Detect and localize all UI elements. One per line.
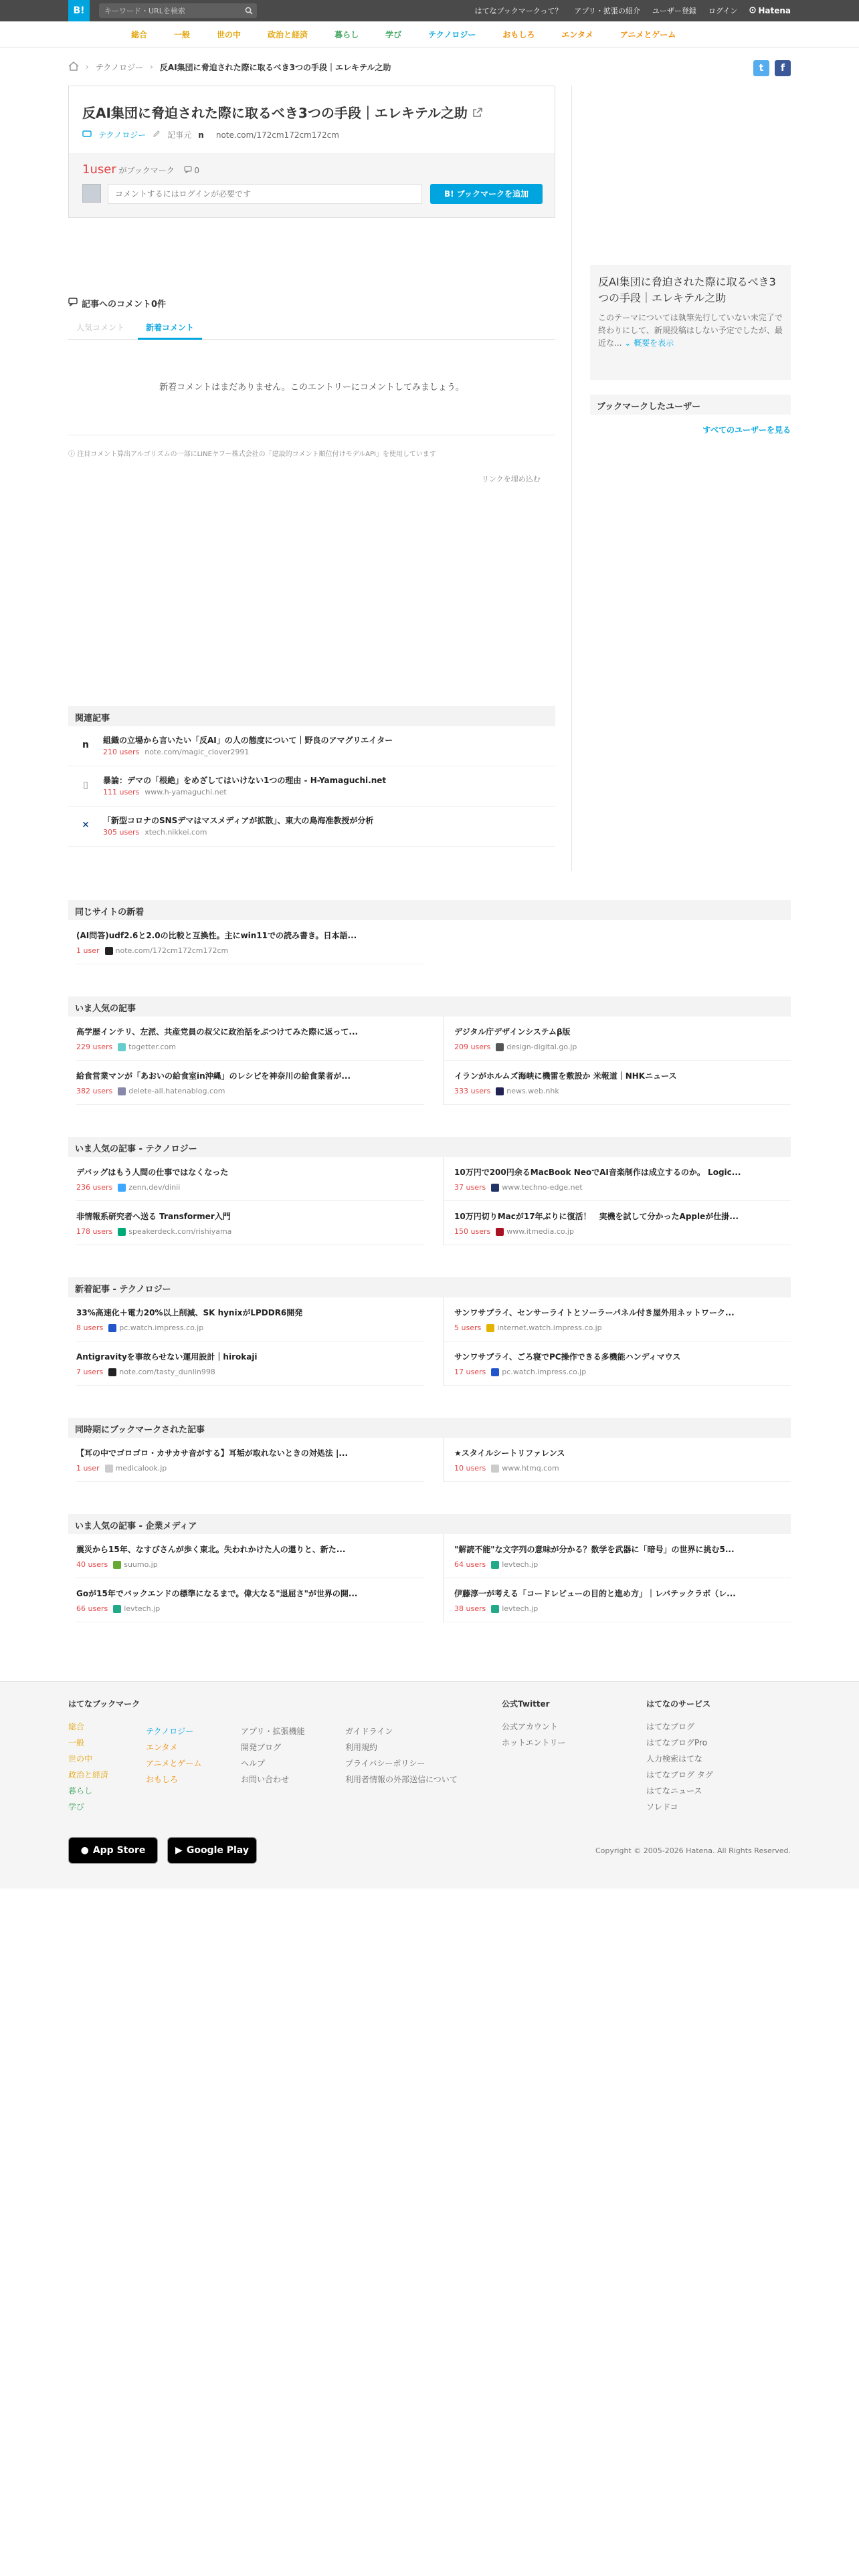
article-title[interactable]: 10万円切りMacが17年ぶりに復活！ 実機を試して分かったAppleが仕掛... <box>454 1212 739 1221</box>
footer-link[interactable]: おもしろ <box>146 1775 179 1784</box>
article-meta <box>76 1464 424 1473</box>
footer-link[interactable]: はてなブログ <box>646 1722 695 1731</box>
footer-twitter-column <box>502 1698 566 1751</box>
site-favicon-icon <box>486 1324 494 1332</box>
site-favicon-icon <box>118 1087 126 1095</box>
domain[interactable]: speakerdeck.com/rishiyama <box>128 1227 232 1236</box>
footer-link[interactable]: 総合 <box>68 1722 85 1731</box>
users-count[interactable]: 5 users <box>454 1323 482 1332</box>
google-play-label: Google Play <box>186 1845 249 1856</box>
related-meta <box>103 828 207 837</box>
footer-link[interactable]: エンタメ <box>146 1743 178 1752</box>
domain[interactable]: www.techno-edge.net <box>502 1183 583 1192</box>
article-title[interactable]: Antigravityを事故らせない運用設計｜hirokaji <box>76 1352 258 1362</box>
source-label: 記事元 <box>167 130 192 140</box>
category-list <box>118 21 689 48</box>
related-item[interactable] <box>68 726 555 766</box>
footer-category-list-2 <box>146 1723 201 1788</box>
article-meta <box>454 1560 791 1569</box>
domain[interactable]: news.web.nhk <box>506 1087 559 1095</box>
chevron-right-icon: › <box>150 62 153 72</box>
entry-title[interactable] <box>82 102 483 122</box>
footer-twitter-heading: 公式Twitter <box>502 1699 550 1709</box>
footer-link[interactable]: 人力検索はてな <box>646 1754 703 1763</box>
comment-algorithm-text: 注目コメント算出アルゴリズムの一部にLINEヤフー株式会社の「建設的コメント順位付けモデルAPI」を使用しています <box>77 451 436 458</box>
footer-link[interactable]: はてなブログ タグ <box>646 1770 713 1780</box>
hatena-link[interactable] <box>749 6 791 15</box>
comment-algorithm-note <box>68 448 436 458</box>
footer-link[interactable]: 学び <box>68 1802 85 1812</box>
pencil-icon <box>153 130 161 140</box>
corp-media-section <box>68 1514 791 1622</box>
site-favicon-icon: ▯ <box>83 780 88 790</box>
no-comment-message: 新着コメントはまだありません。このエントリーにコメントしてみましょう。 <box>159 383 464 393</box>
search-icon[interactable] <box>245 7 253 17</box>
info-icon: ⓘ <box>68 451 75 458</box>
domain[interactable]: internet.watch.impress.co.jp <box>497 1323 602 1332</box>
site-favicon-icon <box>118 1228 126 1236</box>
top-bar <box>0 0 859 21</box>
article-meta <box>76 1604 424 1613</box>
site-favicon-icon <box>496 1228 504 1236</box>
hatena-icon <box>749 6 756 15</box>
footer-link[interactable]: ガイドライン <box>345 1727 393 1736</box>
article-title[interactable]: デバッグはもう人間の仕事ではなくなった <box>76 1168 229 1177</box>
footer-link[interactable]: お問い合わせ <box>241 1775 290 1784</box>
site-favicon-icon <box>491 1561 499 1569</box>
twitter-share-icon[interactable]: t <box>753 60 769 76</box>
article-card[interactable] <box>76 1157 424 1201</box>
article-card[interactable] <box>443 1061 791 1105</box>
article-title[interactable]: (AI問答)udf2.6と2.0の比較と互換性。主にwin11での読み書き。日本語... <box>76 931 357 940</box>
same-site-section <box>68 900 791 964</box>
article-card[interactable] <box>76 1534 424 1578</box>
related-list <box>68 726 555 847</box>
category-tab[interactable]: おもしろ <box>502 30 535 39</box>
related-title[interactable]: 「新型コロナのSNSデマはマスメディアが拡散」、東大の鳥海准教授が分析 <box>103 816 374 825</box>
popular-tech-section <box>68 1137 791 1245</box>
section-heading: 新着記事 - テクノロジー <box>68 1277 791 1297</box>
summary-text <box>598 312 783 350</box>
note-favicon: n <box>198 130 204 140</box>
article-title[interactable]: ★スタイルシートリファレンス <box>454 1448 565 1458</box>
breadcrumb <box>68 59 391 75</box>
site-favicon-icon <box>491 1184 499 1192</box>
related-articles <box>68 706 555 847</box>
footer-link[interactable]: はてなブログPro <box>646 1738 708 1747</box>
top-nav <box>475 0 791 21</box>
domain[interactable]: design-digital.go.jp <box>506 1043 577 1051</box>
add-bookmark-button[interactable] <box>430 184 543 204</box>
summary-desc: このテーマについては執筆先行していない未完了で終わりにして、新規投稿はしない予定でしたが、最近な... <box>598 313 783 348</box>
users-count[interactable]: 150 users <box>454 1227 491 1236</box>
article-meta <box>454 1323 791 1332</box>
users-count[interactable]: 7 users <box>76 1368 104 1376</box>
site-favicon-icon: n <box>82 740 89 750</box>
footer-link[interactable]: 開発ブログ <box>241 1743 282 1752</box>
users-count[interactable]: 37 users <box>454 1183 486 1192</box>
users-count[interactable]: 64 users <box>454 1560 486 1569</box>
domain[interactable]: zenn.dev/dinii <box>128 1183 181 1192</box>
entry-category-tag[interactable]: テクノロジー <box>98 130 147 140</box>
search-box <box>99 3 257 18</box>
same-time-section <box>68 1418 791 1482</box>
article-meta <box>76 946 424 955</box>
bookmark-count-label: がブックマーク <box>118 166 175 175</box>
site-favicon-icon <box>105 1465 113 1473</box>
article-card[interactable] <box>76 1578 424 1622</box>
avatar <box>82 184 101 203</box>
article-card[interactable] <box>76 1438 424 1482</box>
entry-domain[interactable]: note.com/172cm172cm172cm <box>215 130 339 140</box>
article-grid <box>68 1157 791 1245</box>
search-input[interactable] <box>99 3 240 18</box>
footer-services-heading: はてなのサービス <box>646 1699 711 1709</box>
bookmark-b-icon: B! <box>444 189 454 199</box>
domain[interactable]: medicalook.jp <box>115 1464 167 1473</box>
column-divider <box>571 86 572 871</box>
footer-services-links <box>646 1719 713 1815</box>
app-store-badge[interactable] <box>68 1837 158 1864</box>
related-heading: 関連記事 <box>68 706 555 726</box>
article-card[interactable] <box>76 920 424 964</box>
comments-title-text: 記事へのコメント0件 <box>82 300 167 310</box>
google-play-badge[interactable] <box>167 1837 257 1864</box>
article-grid <box>68 1438 791 1482</box>
entry-summary <box>590 265 791 380</box>
article-title[interactable]: 高学歴インテリ、左派、共産党員の叔父に政治話をぶつけてみた際に返って... <box>76 1027 359 1037</box>
article-grid <box>68 920 791 964</box>
related-item[interactable] <box>68 766 555 807</box>
footer-link[interactable]: 世の中 <box>68 1754 93 1763</box>
apps-link[interactable]: アプリ・拡張の紹介 <box>574 7 640 15</box>
article-card[interactable] <box>76 1341 424 1386</box>
footer-link[interactable]: 利用者情報の外部送信について <box>345 1775 458 1784</box>
users-count[interactable]: 209 users <box>454 1043 491 1051</box>
login-link[interactable]: ログイン <box>708 7 738 15</box>
hatena-brand: Hatena <box>758 6 791 15</box>
users-count[interactable]: 305 users <box>103 828 140 837</box>
article-title[interactable]: 【耳の中でゴロゴロ・カサカサ音がする】耳垢が取れないときの対処法 |... <box>76 1448 348 1458</box>
footer-bm-heading: はてなブックマーク <box>68 1699 140 1709</box>
comment-tabs <box>68 317 555 340</box>
users-count[interactable]: 333 users <box>454 1087 491 1095</box>
section-heading: いま人気の記事 <box>68 996 791 1016</box>
article-title[interactable]: 33%高速化＋電力20%以上削減、SK hynixがLPDDR6開発 <box>76 1308 303 1317</box>
users-count[interactable]: 1 user <box>76 1464 100 1473</box>
footer-policy-links <box>345 1723 458 1788</box>
footer-bm-column <box>68 1698 140 1815</box>
article-meta <box>76 1043 424 1051</box>
article-card[interactable] <box>443 1016 791 1061</box>
site-favicon-icon <box>118 1043 126 1051</box>
entry-title-text[interactable]: 反AI集団に脅迫された際に取るべき3つの手段｜エレキテル之助 <box>82 105 468 121</box>
section-heading: いま人気の記事 - テクノロジー <box>68 1137 791 1157</box>
article-meta <box>454 1227 791 1236</box>
category-tab[interactable]: 政治と経済 <box>268 30 308 39</box>
tab-popular-comments[interactable]: 人気コメント <box>76 323 125 332</box>
category-tab[interactable]: 暮らし <box>335 30 359 39</box>
article-title[interactable]: 10万円で200円余るMacBook NeoでAI音楽制作は成立するのか。 Logic... <box>454 1168 741 1177</box>
article-title[interactable]: 震災から15年、なすびさんが歩く東北。失われかけた人の還りと、新た... <box>76 1545 346 1554</box>
footer-about-links <box>241 1723 305 1788</box>
about-link[interactable]: はてなブックマークって？ <box>474 7 563 15</box>
related-item[interactable] <box>68 807 555 847</box>
show-summary-link[interactable]: ⌄ 概要を表示 <box>624 338 674 348</box>
article-card[interactable] <box>443 1534 791 1578</box>
article-meta <box>454 1604 791 1613</box>
article-grid <box>68 1016 791 1105</box>
domain[interactable]: delete-all.hatenablog.com <box>128 1087 225 1095</box>
footer-link[interactable]: アプリ・拡張機能 <box>241 1727 305 1736</box>
section-heading: 同じサイトの新着 <box>68 900 791 920</box>
signup-link[interactable]: ユーザー登録 <box>652 7 696 15</box>
related-title[interactable]: 組織の立場から言いたい「反AI」の人の態度について｜野良のアマグリエイター <box>103 736 393 745</box>
domain[interactable]: togetter.com <box>128 1043 176 1051</box>
article-card[interactable] <box>76 1061 424 1105</box>
footer-link[interactable]: 暮らし <box>68 1786 93 1796</box>
domain[interactable]: pc.watch.impress.co.jp <box>502 1368 587 1376</box>
domain[interactable]: note.com/172cm172cm172cm <box>115 946 229 955</box>
site-favicon-icon <box>118 1184 126 1192</box>
comments-title <box>68 297 166 310</box>
users-count[interactable]: 229 users <box>76 1043 113 1051</box>
article-card[interactable] <box>443 1157 791 1201</box>
category-tab[interactable]: 総合 <box>131 30 148 39</box>
site-favicon-icon <box>108 1368 116 1376</box>
comment-icon <box>184 166 192 175</box>
site-favicon-icon <box>105 947 113 955</box>
tag-icon <box>82 130 92 140</box>
users-count[interactable]: 38 users <box>454 1604 486 1613</box>
article-card[interactable] <box>443 1201 791 1245</box>
article-title[interactable]: サンワサプライ、ごろ寝でPC操作できる多機能ハンディマウス <box>454 1352 681 1362</box>
users-count[interactable]: 111 users <box>103 788 140 796</box>
comment-input[interactable] <box>108 184 422 204</box>
chevron-right-icon: › <box>86 62 89 72</box>
footer-link[interactable]: ヘルプ <box>241 1759 266 1768</box>
site-favicon-icon <box>108 1324 116 1332</box>
footer-link[interactable]: 一般 <box>68 1738 85 1747</box>
domain[interactable]: www.h-yamaguchi.net <box>145 788 227 796</box>
article-title[interactable]: サンワサプライ、センサーライトとソーラーパネル付き屋外用ネットワーク... <box>454 1308 735 1317</box>
bookmark-users-heading: ブックマークしたユーザー <box>590 395 791 415</box>
site-favicon-icon <box>496 1087 504 1095</box>
site-favicon-icon <box>491 1368 499 1376</box>
site-favicon-icon: ✕ <box>82 820 90 831</box>
users-count[interactable]: 17 users <box>454 1368 486 1376</box>
footer <box>0 1681 859 1889</box>
users-count[interactable]: 40 users <box>76 1560 108 1569</box>
article-meta <box>76 1183 424 1192</box>
app-store-label: App Store <box>92 1845 146 1856</box>
new-tech-section <box>68 1277 791 1386</box>
footer-services-column <box>646 1698 713 1815</box>
article-card[interactable] <box>443 1438 791 1482</box>
embed-link[interactable]: リンクを埋め込む <box>482 475 541 484</box>
category-tab[interactable]: 学び <box>385 30 402 39</box>
popular-section <box>68 996 791 1105</box>
domain[interactable]: note.com/magic_clover2991 <box>145 748 250 756</box>
all-users-link[interactable]: すべてのユーザーを見る <box>702 425 791 435</box>
related-title[interactable]: 暴論：デマの「根絶」をめざしてはいけない1つの理由 - H-Yamaguchi.net <box>103 776 387 785</box>
comment-icon <box>68 298 78 309</box>
footer-twitter-links <box>502 1719 566 1751</box>
bookmark-panel <box>69 153 555 217</box>
users-count[interactable]: 236 users <box>76 1183 113 1192</box>
domain[interactable]: pc.watch.impress.co.jp <box>119 1323 204 1332</box>
article-meta <box>76 1227 424 1236</box>
domain[interactable]: levtech.jp <box>502 1604 539 1613</box>
footer-link[interactable]: ホットエントリー <box>502 1738 566 1747</box>
site-favicon-icon <box>491 1465 499 1473</box>
show-summary-label: 概要を表示 <box>634 338 674 348</box>
related-meta <box>103 748 249 756</box>
category-bar <box>0 21 859 48</box>
tab-new-comments[interactable]: 新着コメント <box>138 321 202 340</box>
article-meta <box>76 1368 424 1376</box>
users-count[interactable]: 8 users <box>76 1323 104 1332</box>
domain[interactable]: levtech.jp <box>502 1560 539 1569</box>
share-buttons <box>753 60 791 76</box>
article-meta <box>76 1323 424 1332</box>
article-title[interactable]: 非情報系研究者へ送る Transformer入門 <box>76 1212 231 1221</box>
category-tab[interactable]: テクノロジー <box>428 30 476 39</box>
domain[interactable]: levtech.jp <box>124 1604 161 1613</box>
article-card[interactable] <box>443 1297 791 1341</box>
category-tab[interactable]: 世の中 <box>217 30 242 39</box>
bookmark-users[interactable]: 1user <box>82 163 116 177</box>
domain[interactable]: suumo.jp <box>124 1560 158 1569</box>
article-card[interactable] <box>76 1016 424 1061</box>
category-tab[interactable]: エンタメ <box>561 30 593 39</box>
article-meta <box>76 1087 424 1095</box>
footer-link[interactable]: 利用規約 <box>345 1743 378 1752</box>
related-meta <box>103 788 227 796</box>
footer-link[interactable]: ソレドコ <box>646 1802 678 1812</box>
bookmark-count <box>82 163 199 177</box>
footer-link[interactable]: アニメとゲーム <box>146 1759 202 1768</box>
users-count[interactable]: 210 users <box>103 748 140 756</box>
site-favicon-icon <box>491 1605 499 1613</box>
domain[interactable]: xtech.nikkei.com <box>145 828 207 837</box>
footer-link[interactable]: テクノロジー <box>146 1727 194 1736</box>
breadcrumb-category[interactable]: テクノロジー <box>95 62 144 72</box>
article-card[interactable] <box>443 1578 791 1622</box>
article-meta <box>454 1368 791 1376</box>
article-card[interactable] <box>443 1341 791 1386</box>
domain[interactable]: note.com/tasty_dunlin998 <box>119 1368 215 1376</box>
article-grid <box>68 1297 791 1386</box>
article-meta <box>454 1087 791 1095</box>
category-tab[interactable]: 一般 <box>174 30 191 39</box>
play-icon: ▶ <box>175 1845 183 1856</box>
section-heading: いま人気の記事 - 企業メディア <box>68 1514 791 1534</box>
article-title[interactable]: デジタル庁デザインシステムβ版 <box>454 1027 571 1037</box>
article-meta <box>454 1043 791 1051</box>
article-grid <box>68 1534 791 1622</box>
apple-icon: ● <box>80 1845 89 1856</box>
footer-link[interactable]: はてなニュース <box>646 1786 702 1796</box>
users-count[interactable]: 1 user <box>76 946 100 955</box>
category-tab[interactable]: アニメとゲーム <box>619 30 676 39</box>
section-heading: 同時期にブックマークされた記事 <box>68 1418 791 1438</box>
home-icon[interactable] <box>68 62 79 73</box>
breadcrumb-current: 反AI集団に脅迫された際に取るべき3つの手段｜エレキテル之助 <box>159 62 391 72</box>
article-card[interactable] <box>76 1297 424 1341</box>
summary-title: 反AI集団に脅迫された際に取るべき3つの手段｜エレキテル之助 <box>598 276 776 304</box>
footer-category-list <box>68 1719 140 1815</box>
article-card[interactable] <box>76 1201 424 1245</box>
users-count[interactable]: 178 users <box>76 1227 113 1236</box>
article-title[interactable]: "解読不能"な文字列の意味が分かる？数学を武器に「暗号」の世界に挑む5... <box>454 1545 735 1554</box>
external-link-icon[interactable] <box>472 105 483 121</box>
add-bookmark-label: ブックマークを追加 <box>456 189 529 199</box>
domain[interactable]: www.itmedia.co.jp <box>506 1227 574 1236</box>
users-count[interactable]: 382 users <box>76 1087 113 1095</box>
footer-link[interactable]: 公式アカウント <box>502 1722 558 1731</box>
site-favicon-icon <box>113 1605 121 1613</box>
site-favicon-icon <box>496 1043 504 1051</box>
entry-meta <box>82 129 339 140</box>
users-count[interactable]: 10 users <box>454 1464 486 1473</box>
article-title[interactable]: 伊藤淳一が考える「コードレビューの目的と進め方」｜レバテックラボ（レ... <box>454 1589 736 1598</box>
footer-link[interactable]: 政治と経済 <box>68 1770 109 1780</box>
footer-link[interactable]: プライバシーポリシー <box>345 1759 425 1768</box>
article-meta <box>454 1183 791 1192</box>
copyright: Copyright © 2005-2026 Hatena. All Rights Reserved. <box>595 1846 791 1855</box>
domain[interactable]: www.htmq.com <box>502 1464 559 1473</box>
article-meta <box>454 1464 791 1473</box>
entry-box <box>68 86 555 218</box>
article-title[interactable]: 給食営業マンが「あおいの給食室in沖縄」のレシピを神奈川の給食業者が... <box>76 1071 351 1081</box>
article-title[interactable]: イランがホルムズ海峡に機雷を敷設か 米報道｜NHKニュース <box>454 1071 677 1081</box>
users-count[interactable]: 66 users <box>76 1604 108 1613</box>
site-favicon-icon <box>113 1561 121 1569</box>
facebook-share-icon[interactable]: f <box>775 60 791 76</box>
article-title[interactable]: Goが15年でバックエンドの標準になるまで。偉大なる"退屈さ"が世界の開... <box>76 1589 358 1598</box>
article-meta <box>76 1560 424 1569</box>
comments-count: 0 <box>194 166 200 175</box>
hatena-bookmark-logo[interactable]: B! <box>68 0 90 21</box>
